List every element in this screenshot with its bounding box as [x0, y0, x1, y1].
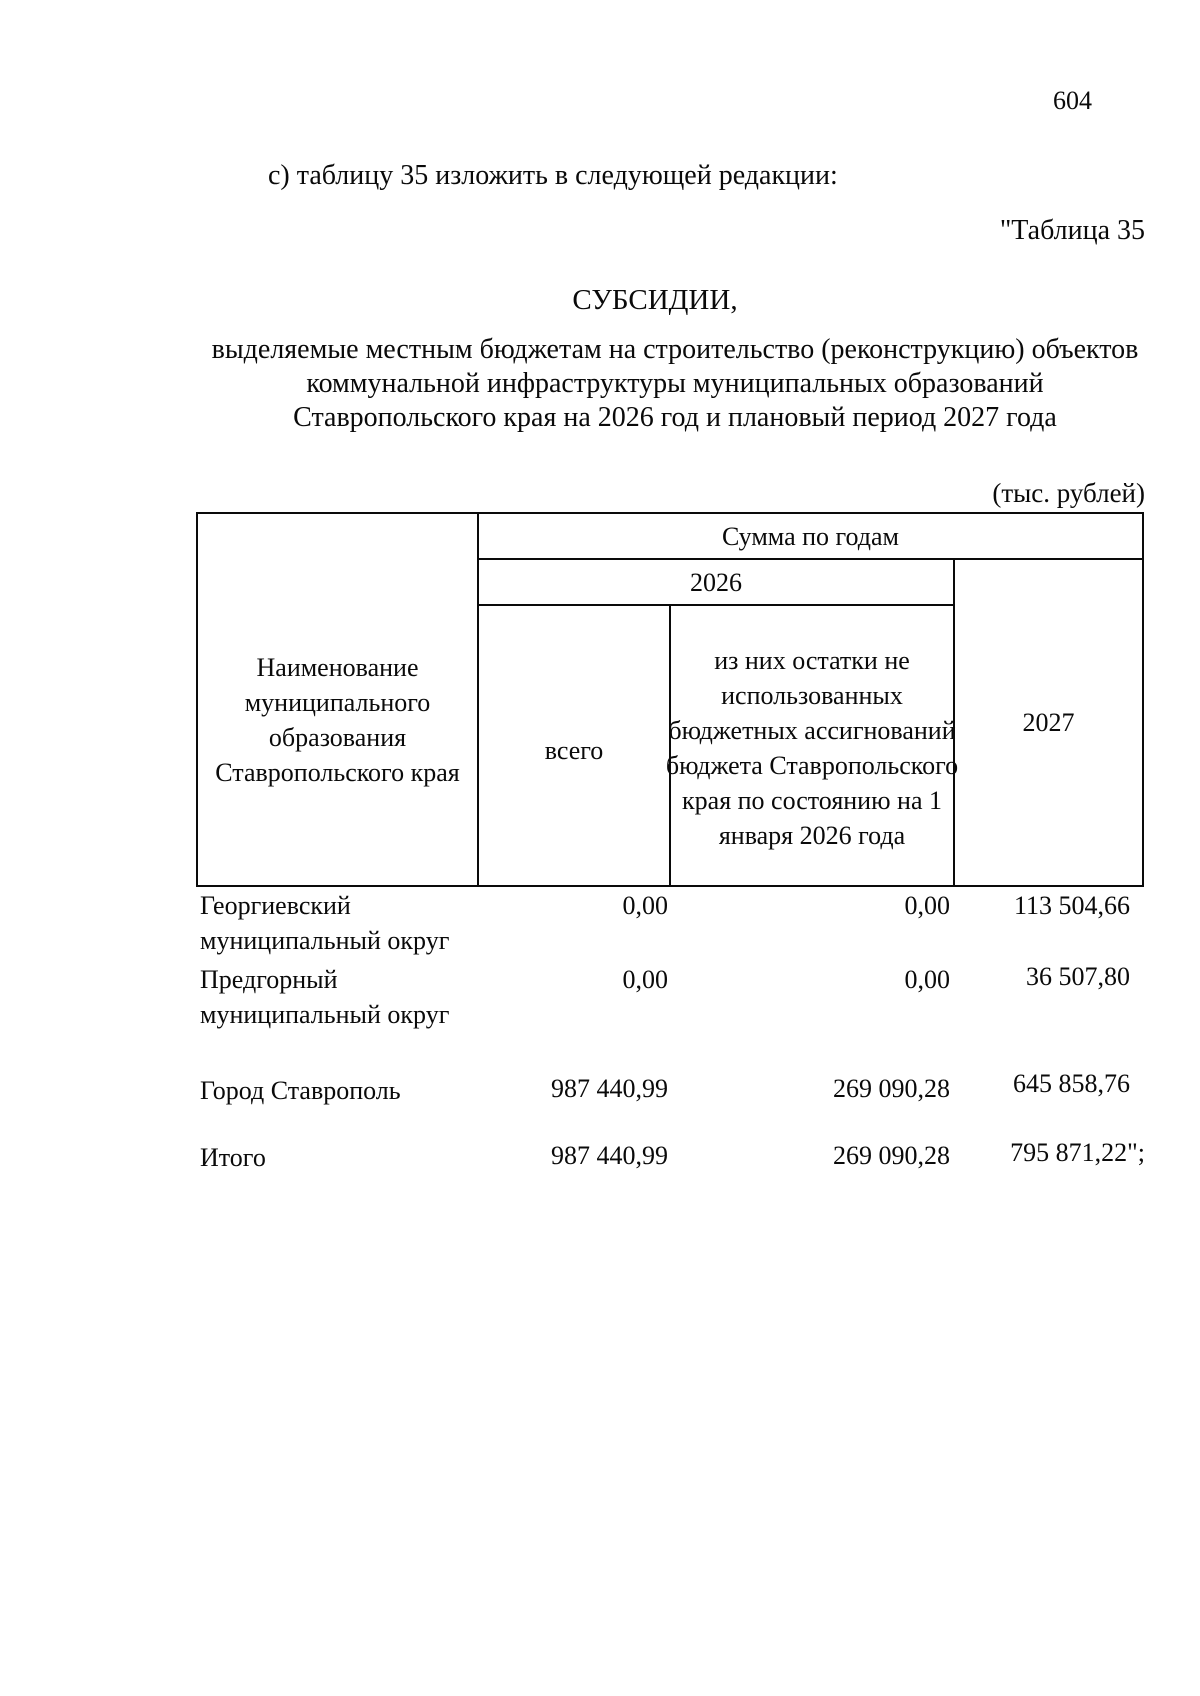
subtitle-line: выделяемые местным бюджетам на строительство (реконструкцию) объектов	[211, 334, 1139, 365]
cell-remainders-2026: 0,00	[904, 965, 950, 994]
row-name	[200, 1073, 401, 1108]
row-name-line: Предгорный	[200, 965, 338, 994]
cell-total-2026: 0,00	[622, 891, 668, 920]
row-name	[200, 1140, 266, 1175]
intro-text: с) таблицу 35 изложить в следующей редакции:	[268, 160, 838, 191]
subtitle-line: коммунальной инфраструктуры муниципальных образований	[306, 368, 1044, 399]
units-label: (тыс. рублей)	[992, 478, 1145, 508]
row-name	[200, 888, 449, 958]
divider-2026-row	[477, 604, 955, 606]
cell-total-2026: 987 440,99	[551, 1074, 668, 1103]
row-name-line: муниципальный округ	[200, 926, 450, 955]
cell-remainders-2026: 269 090,28	[833, 1141, 950, 1170]
cell-value-2027: 36 507,80	[1026, 962, 1130, 991]
header-remainders: из них остатки не использованных бюджетных ассигнований бюджета Ставропольского края по состоянию на 1 января 2026 года	[665, 645, 959, 850]
header-municipality-name: Наименование муниципального образования Ставропольского края	[215, 653, 460, 787]
cell-total-2026: 987 440,99	[551, 1141, 668, 1170]
cell-total-2026: 0,00	[622, 965, 668, 994]
subtitle-line: Ставропольского края на 2026 год и плановый период 2027 года	[293, 402, 1057, 433]
table-border-right	[1142, 512, 1144, 887]
header-total: всего	[544, 735, 604, 765]
cell-remainders-2026: 0,00	[904, 891, 950, 920]
page-number: 604	[1053, 86, 1092, 115]
document-subtitle	[190, 333, 1160, 435]
row-name-line: Георгиевский	[200, 891, 351, 920]
header-year-2026: 2026	[690, 567, 742, 597]
table-reference: "Таблица 35	[999, 215, 1145, 246]
cell-value-2027: 645 858,76	[1013, 1069, 1130, 1098]
cell-value-2027: 113 504,66	[1013, 891, 1130, 920]
header-year-2027: 2027	[1022, 708, 1075, 737]
document-title: СУБСИДИИ,	[572, 284, 738, 316]
row-name	[200, 962, 449, 1032]
row-name-line: Итого	[200, 1143, 266, 1172]
cell-value-2027: 795 871,22";	[1010, 1138, 1145, 1167]
row-name-line: Город Ставрополь	[200, 1076, 401, 1105]
row-name-line: муниципальный округ	[200, 1000, 450, 1029]
header-sum-by-years: Сумма по годам	[721, 521, 900, 551]
cell-remainders-2026: 269 090,28	[833, 1074, 950, 1103]
